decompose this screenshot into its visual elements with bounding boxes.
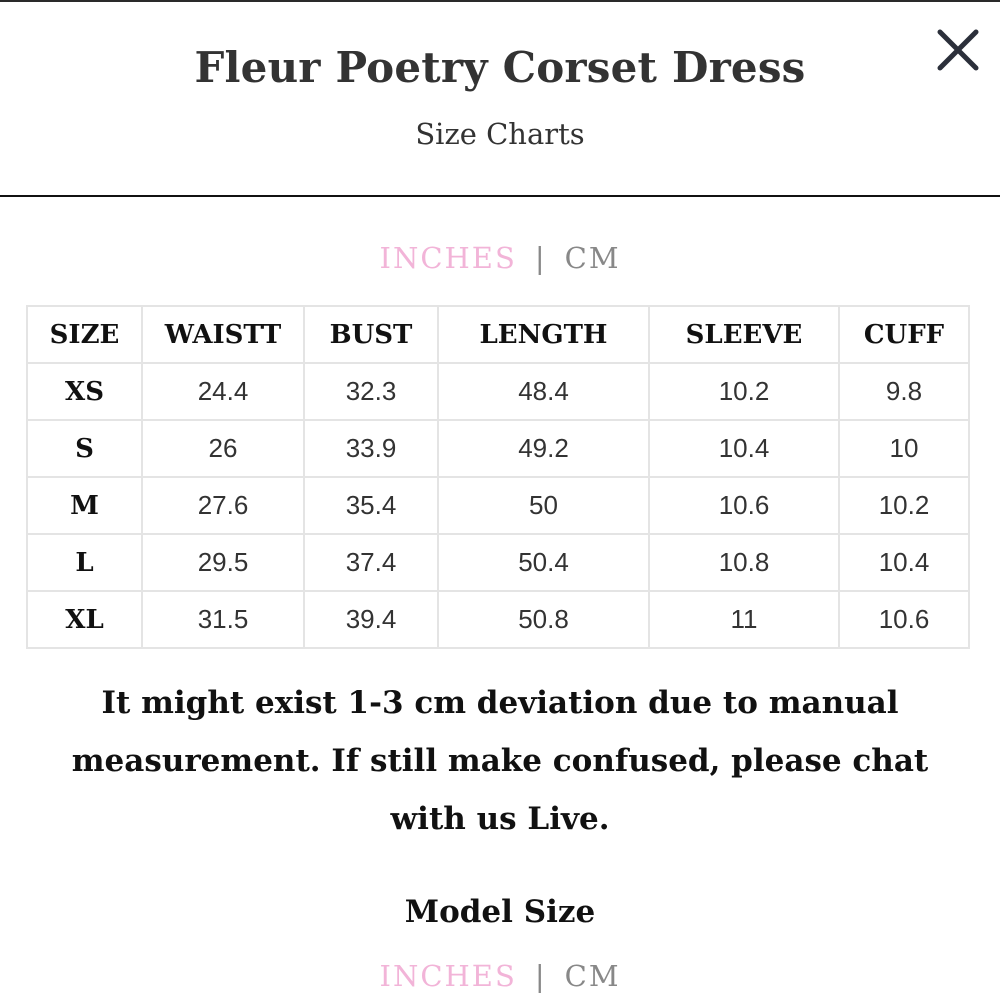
sleeve-cell: 10.8 — [649, 534, 839, 591]
cuff-cell: 9.8 — [839, 363, 969, 420]
size-cell: XL — [27, 591, 142, 648]
bust-cell: 32.3 — [304, 363, 438, 420]
size-cell: L — [27, 534, 142, 591]
product-title: Fleur Poetry Corset Dress — [194, 43, 806, 92]
length-cell: 49.2 — [438, 420, 649, 477]
length-cell: 50.4 — [438, 534, 649, 591]
size-cell: S — [27, 420, 142, 477]
size-cell: XS — [27, 363, 142, 420]
waist-cell: 24.4 — [142, 363, 304, 420]
column-header-sleeve: SLEEVE — [649, 306, 839, 363]
column-header-bust: BUST — [304, 306, 438, 363]
waist-cell: 29.5 — [142, 534, 304, 591]
table-row — [27, 363, 969, 420]
cuff-cell: 10.6 — [839, 591, 969, 648]
size-table — [26, 305, 970, 649]
waist-cell: 26 — [142, 420, 304, 477]
waist-cell: 27.6 — [142, 477, 304, 534]
column-header-waist: WAISTT — [142, 306, 304, 363]
column-header-size: SIZE — [27, 306, 142, 363]
cuff-cell: 10.2 — [839, 477, 969, 534]
column-header-cuff: CUFF — [839, 306, 969, 363]
size-cell: M — [27, 477, 142, 534]
model-size-heading: Model Size — [404, 894, 596, 930]
sleeve-cell: 10.2 — [649, 363, 839, 420]
bust-cell: 33.9 — [304, 420, 438, 477]
modal-header — [0, 0, 1000, 197]
model-unit-cm-tab[interactable]: CM — [564, 959, 621, 993]
unit-toggle — [0, 238, 1000, 278]
sleeve-cell: 11 — [649, 591, 839, 648]
bust-cell: 37.4 — [304, 534, 438, 591]
length-cell: 50 — [438, 477, 649, 534]
waist-cell: 31.5 — [142, 591, 304, 648]
bust-cell: 35.4 — [304, 477, 438, 534]
table-row — [27, 534, 969, 591]
length-cell: 50.8 — [438, 591, 649, 648]
sleeve-cell: 10.6 — [649, 477, 839, 534]
measurement-deviation-note: It might exist 1-3 cm deviation due to manual measurement. If still make confused, please chat with us Live. — [71, 685, 929, 837]
table-row — [27, 420, 969, 477]
model-unit-separator: | — [534, 959, 547, 993]
table-header-row — [27, 306, 969, 363]
size-charts-subtitle: Size Charts — [415, 117, 585, 151]
close-icon — [930, 22, 986, 78]
bust-cell: 39.4 — [304, 591, 438, 648]
table-row — [27, 591, 969, 648]
model-unit-toggle — [0, 956, 1000, 996]
unit-cm-tab[interactable]: CM — [564, 241, 621, 275]
close-button[interactable] — [930, 22, 986, 78]
model-unit-inches-tab[interactable]: INCHES — [379, 959, 517, 993]
unit-inches-tab[interactable]: INCHES — [379, 241, 517, 275]
cuff-cell: 10.4 — [839, 534, 969, 591]
unit-separator: | — [534, 241, 547, 275]
sleeve-cell: 10.4 — [649, 420, 839, 477]
table-row — [27, 477, 969, 534]
cuff-cell: 10 — [839, 420, 969, 477]
column-header-length: LENGTH — [438, 306, 649, 363]
length-cell: 48.4 — [438, 363, 649, 420]
